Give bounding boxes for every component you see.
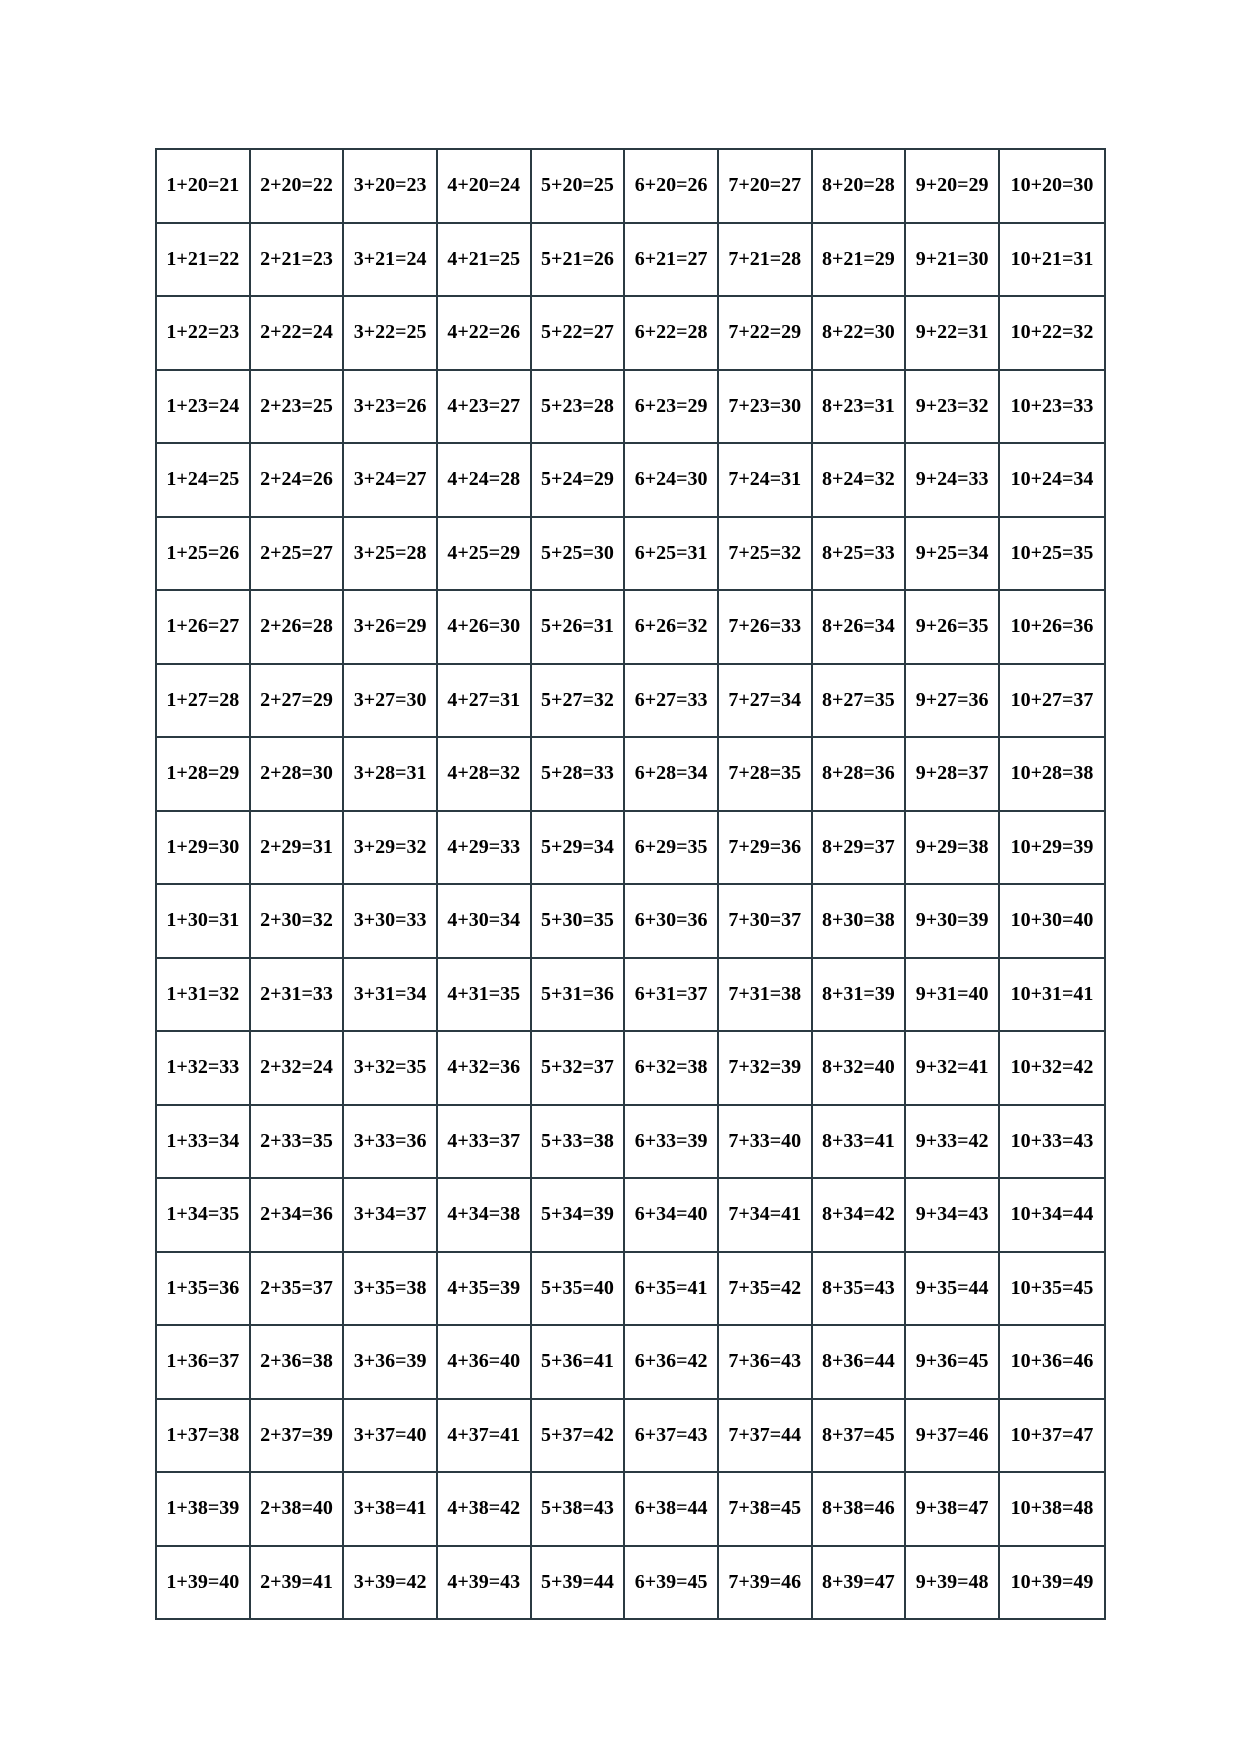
equation-cell: 2+21=23 [250, 223, 344, 297]
equation-cell: 9+20=29 [905, 149, 999, 223]
equation-cell: 4+35=39 [437, 1252, 531, 1326]
equation-cell: 5+26=31 [531, 590, 625, 664]
equation-cell: 4+31=35 [437, 958, 531, 1032]
equation-cell: 4+28=32 [437, 737, 531, 811]
equation-cell: 7+24=31 [718, 443, 812, 517]
equation-cell: 5+20=25 [531, 149, 625, 223]
equation-cell: 3+39=42 [343, 1546, 437, 1620]
equation-cell: 1+26=27 [156, 590, 250, 664]
table-row [156, 370, 1105, 444]
equation-cell: 3+21=24 [343, 223, 437, 297]
equation-cell: 4+26=30 [437, 590, 531, 664]
equation-cell: 5+31=36 [531, 958, 625, 1032]
equation-cell: 1+37=38 [156, 1399, 250, 1473]
equation-cell: 8+25=33 [812, 517, 906, 591]
equation-cell: 1+20=21 [156, 149, 250, 223]
equation-cell: 5+32=37 [531, 1031, 625, 1105]
equation-cell: 5+22=27 [531, 296, 625, 370]
table-row [156, 1546, 1105, 1620]
equation-cell: 7+39=46 [718, 1546, 812, 1620]
equation-cell: 8+33=41 [812, 1105, 906, 1179]
equation-cell: 2+25=27 [250, 517, 344, 591]
equation-cell: 8+29=37 [812, 811, 906, 885]
equation-cell: 9+34=43 [905, 1178, 999, 1252]
equation-cell: 1+21=22 [156, 223, 250, 297]
equation-cell: 8+23=31 [812, 370, 906, 444]
equation-cell: 10+29=39 [999, 811, 1105, 885]
table-row [156, 884, 1105, 958]
equation-cell: 6+34=40 [624, 1178, 718, 1252]
equation-cell: 1+23=24 [156, 370, 250, 444]
equation-cell: 9+38=47 [905, 1472, 999, 1546]
equation-cell: 10+39=49 [999, 1546, 1105, 1620]
equation-cell: 2+32=24 [250, 1031, 344, 1105]
equation-cell: 3+28=31 [343, 737, 437, 811]
equation-cell: 7+31=38 [718, 958, 812, 1032]
table-row [156, 517, 1105, 591]
equation-cell: 3+34=37 [343, 1178, 437, 1252]
equation-cell: 10+25=35 [999, 517, 1105, 591]
equation-cell: 5+33=38 [531, 1105, 625, 1179]
equation-cell: 5+39=44 [531, 1546, 625, 1620]
equation-cell: 5+30=35 [531, 884, 625, 958]
equation-cell: 1+30=31 [156, 884, 250, 958]
equation-cell: 7+25=32 [718, 517, 812, 591]
equation-cell: 2+37=39 [250, 1399, 344, 1473]
equation-cell: 7+22=29 [718, 296, 812, 370]
equation-cell: 5+27=32 [531, 664, 625, 738]
equation-cell: 6+27=33 [624, 664, 718, 738]
equation-cell: 1+25=26 [156, 517, 250, 591]
equation-cell: 7+26=33 [718, 590, 812, 664]
equation-cell: 2+27=29 [250, 664, 344, 738]
equation-cell: 10+34=44 [999, 1178, 1105, 1252]
equation-cell: 6+36=42 [624, 1325, 718, 1399]
equation-cell: 3+37=40 [343, 1399, 437, 1473]
equation-cell: 8+22=30 [812, 296, 906, 370]
equation-cell: 4+20=24 [437, 149, 531, 223]
equation-cell: 10+21=31 [999, 223, 1105, 297]
equation-cell: 6+20=26 [624, 149, 718, 223]
equation-cell: 10+26=36 [999, 590, 1105, 664]
equation-cell: 9+27=36 [905, 664, 999, 738]
equation-cell: 3+31=34 [343, 958, 437, 1032]
equation-cell: 7+32=39 [718, 1031, 812, 1105]
equation-cell: 1+36=37 [156, 1325, 250, 1399]
equation-cell: 4+22=26 [437, 296, 531, 370]
equation-cell: 1+32=33 [156, 1031, 250, 1105]
equation-cell: 8+21=29 [812, 223, 906, 297]
equation-cell: 2+28=30 [250, 737, 344, 811]
equation-cell: 3+30=33 [343, 884, 437, 958]
equation-cell: 3+36=39 [343, 1325, 437, 1399]
equation-cell: 9+31=40 [905, 958, 999, 1032]
equation-cell: 7+27=34 [718, 664, 812, 738]
equation-cell: 6+30=36 [624, 884, 718, 958]
equation-cell: 8+37=45 [812, 1399, 906, 1473]
equation-cell: 7+33=40 [718, 1105, 812, 1179]
equation-cell: 4+29=33 [437, 811, 531, 885]
table-row [156, 1325, 1105, 1399]
equation-cell: 2+20=22 [250, 149, 344, 223]
equation-cell: 1+29=30 [156, 811, 250, 885]
equation-cell: 10+30=40 [999, 884, 1105, 958]
table-row [156, 1472, 1105, 1546]
equation-cell: 6+26=32 [624, 590, 718, 664]
equation-cell: 8+36=44 [812, 1325, 906, 1399]
equation-cell: 3+24=27 [343, 443, 437, 517]
equation-cell: 8+27=35 [812, 664, 906, 738]
equation-cell: 9+30=39 [905, 884, 999, 958]
equation-cell: 5+24=29 [531, 443, 625, 517]
equation-cell: 3+20=23 [343, 149, 437, 223]
equation-cell: 4+32=36 [437, 1031, 531, 1105]
equation-cell: 4+34=38 [437, 1178, 531, 1252]
equation-cell: 3+38=41 [343, 1472, 437, 1546]
equation-cell: 6+25=31 [624, 517, 718, 591]
addition-facts-body [156, 149, 1105, 1619]
equation-cell: 4+30=34 [437, 884, 531, 958]
table-row [156, 1178, 1105, 1252]
equation-cell: 8+20=28 [812, 149, 906, 223]
equation-cell: 7+29=36 [718, 811, 812, 885]
equation-cell: 1+33=34 [156, 1105, 250, 1179]
equation-cell: 10+37=47 [999, 1399, 1105, 1473]
equation-cell: 3+27=30 [343, 664, 437, 738]
equation-cell: 10+27=37 [999, 664, 1105, 738]
equation-cell: 4+23=27 [437, 370, 531, 444]
equation-cell: 6+32=38 [624, 1031, 718, 1105]
equation-cell: 3+25=28 [343, 517, 437, 591]
equation-cell: 6+33=39 [624, 1105, 718, 1179]
equation-cell: 7+30=37 [718, 884, 812, 958]
equation-cell: 1+24=25 [156, 443, 250, 517]
equation-cell: 9+33=42 [905, 1105, 999, 1179]
equation-cell: 8+30=38 [812, 884, 906, 958]
equation-cell: 9+29=38 [905, 811, 999, 885]
equation-cell: 6+39=45 [624, 1546, 718, 1620]
equation-cell: 4+39=43 [437, 1546, 531, 1620]
equation-cell: 4+25=29 [437, 517, 531, 591]
equation-cell: 9+37=46 [905, 1399, 999, 1473]
equation-cell: 10+32=42 [999, 1031, 1105, 1105]
equation-cell: 6+22=28 [624, 296, 718, 370]
equation-cell: 9+39=48 [905, 1546, 999, 1620]
equation-cell: 3+23=26 [343, 370, 437, 444]
equation-cell: 8+28=36 [812, 737, 906, 811]
table-row [156, 223, 1105, 297]
equation-cell: 4+33=37 [437, 1105, 531, 1179]
equation-cell: 3+32=35 [343, 1031, 437, 1105]
table-row [156, 1252, 1105, 1326]
equation-cell: 2+33=35 [250, 1105, 344, 1179]
equation-cell: 6+28=34 [624, 737, 718, 811]
equation-cell: 5+25=30 [531, 517, 625, 591]
equation-cell: 3+22=25 [343, 296, 437, 370]
equation-cell: 6+35=41 [624, 1252, 718, 1326]
equation-cell: 4+27=31 [437, 664, 531, 738]
equation-cell: 7+38=45 [718, 1472, 812, 1546]
equation-cell: 10+38=48 [999, 1472, 1105, 1546]
equation-cell: 2+38=40 [250, 1472, 344, 1546]
table-row [156, 664, 1105, 738]
equation-cell: 7+28=35 [718, 737, 812, 811]
equation-cell: 5+36=41 [531, 1325, 625, 1399]
equation-cell: 8+31=39 [812, 958, 906, 1032]
equation-cell: 3+35=38 [343, 1252, 437, 1326]
equation-cell: 1+27=28 [156, 664, 250, 738]
equation-cell: 9+26=35 [905, 590, 999, 664]
equation-cell: 1+39=40 [156, 1546, 250, 1620]
equation-cell: 2+31=33 [250, 958, 344, 1032]
equation-cell: 2+23=25 [250, 370, 344, 444]
equation-cell: 6+29=35 [624, 811, 718, 885]
equation-cell: 2+39=41 [250, 1546, 344, 1620]
table-row [156, 1105, 1105, 1179]
equation-cell: 9+25=34 [905, 517, 999, 591]
equation-cell: 5+38=43 [531, 1472, 625, 1546]
equation-cell: 8+39=47 [812, 1546, 906, 1620]
equation-cell: 4+21=25 [437, 223, 531, 297]
equation-cell: 2+22=24 [250, 296, 344, 370]
equation-cell: 2+30=32 [250, 884, 344, 958]
equation-cell: 5+34=39 [531, 1178, 625, 1252]
equation-cell: 6+23=29 [624, 370, 718, 444]
equation-cell: 1+38=39 [156, 1472, 250, 1546]
table-row [156, 590, 1105, 664]
equation-cell: 9+32=41 [905, 1031, 999, 1105]
equation-cell: 2+29=31 [250, 811, 344, 885]
equation-cell: 10+22=32 [999, 296, 1105, 370]
equation-cell: 9+24=33 [905, 443, 999, 517]
equation-cell: 10+28=38 [999, 737, 1105, 811]
equation-cell: 7+37=44 [718, 1399, 812, 1473]
equation-cell: 3+29=32 [343, 811, 437, 885]
equation-cell: 5+28=33 [531, 737, 625, 811]
equation-cell: 4+36=40 [437, 1325, 531, 1399]
table-row [156, 443, 1105, 517]
table-row [156, 811, 1105, 885]
equation-cell: 10+20=30 [999, 149, 1105, 223]
equation-cell: 3+26=29 [343, 590, 437, 664]
equation-cell: 7+35=42 [718, 1252, 812, 1326]
equation-cell: 5+37=42 [531, 1399, 625, 1473]
equation-cell: 4+38=42 [437, 1472, 531, 1546]
equation-cell: 10+35=45 [999, 1252, 1105, 1326]
equation-cell: 3+33=36 [343, 1105, 437, 1179]
equation-cell: 6+21=27 [624, 223, 718, 297]
equation-cell: 2+35=37 [250, 1252, 344, 1326]
equation-cell: 10+33=43 [999, 1105, 1105, 1179]
equation-cell: 9+35=44 [905, 1252, 999, 1326]
equation-cell: 9+36=45 [905, 1325, 999, 1399]
equation-cell: 1+28=29 [156, 737, 250, 811]
equation-cell: 9+23=32 [905, 370, 999, 444]
table-row [156, 958, 1105, 1032]
table-row [156, 1399, 1105, 1473]
equation-cell: 6+31=37 [624, 958, 718, 1032]
equation-cell: 1+22=23 [156, 296, 250, 370]
table-row [156, 1031, 1105, 1105]
equation-cell: 1+31=32 [156, 958, 250, 1032]
equation-cell: 7+23=30 [718, 370, 812, 444]
equation-cell: 9+28=37 [905, 737, 999, 811]
table-row [156, 149, 1105, 223]
equation-cell: 6+38=44 [624, 1472, 718, 1546]
equation-cell: 5+23=28 [531, 370, 625, 444]
equation-cell: 5+29=34 [531, 811, 625, 885]
equation-cell: 5+35=40 [531, 1252, 625, 1326]
equation-cell: 1+34=35 [156, 1178, 250, 1252]
equation-cell: 7+20=27 [718, 149, 812, 223]
equation-cell: 2+24=26 [250, 443, 344, 517]
equation-cell: 8+35=43 [812, 1252, 906, 1326]
equation-cell: 10+31=41 [999, 958, 1105, 1032]
equation-cell: 7+36=43 [718, 1325, 812, 1399]
equation-cell: 6+24=30 [624, 443, 718, 517]
equation-cell: 2+36=38 [250, 1325, 344, 1399]
equation-cell: 10+24=34 [999, 443, 1105, 517]
equation-cell: 8+24=32 [812, 443, 906, 517]
addition-worksheet [155, 148, 1106, 1593]
equation-cell: 10+23=33 [999, 370, 1105, 444]
equation-cell: 8+26=34 [812, 590, 906, 664]
equation-cell: 2+26=28 [250, 590, 344, 664]
equation-cell: 4+37=41 [437, 1399, 531, 1473]
equation-cell: 4+24=28 [437, 443, 531, 517]
equation-cell: 8+38=46 [812, 1472, 906, 1546]
table-row [156, 296, 1105, 370]
equation-cell: 6+37=43 [624, 1399, 718, 1473]
equation-cell: 7+34=41 [718, 1178, 812, 1252]
equation-cell: 9+22=31 [905, 296, 999, 370]
equation-cell: 5+21=26 [531, 223, 625, 297]
table-row [156, 737, 1105, 811]
equation-cell: 7+21=28 [718, 223, 812, 297]
equation-cell: 10+36=46 [999, 1325, 1105, 1399]
equation-cell: 8+32=40 [812, 1031, 906, 1105]
equation-cell: 1+35=36 [156, 1252, 250, 1326]
equation-cell: 9+21=30 [905, 223, 999, 297]
equation-cell: 8+34=42 [812, 1178, 906, 1252]
equation-cell: 2+34=36 [250, 1178, 344, 1252]
addition-facts-table [155, 148, 1106, 1620]
